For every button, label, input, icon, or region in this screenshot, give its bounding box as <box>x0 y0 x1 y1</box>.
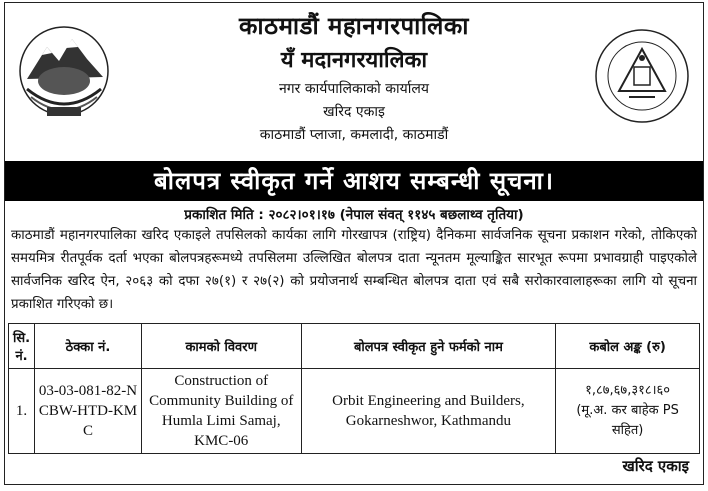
unit-name: खरिद एकाइ <box>323 104 385 120</box>
cell-description: Construction of Community Building of Humla Limi Samaj, KMC-06 <box>141 369 301 454</box>
publish-date: प्रकाशित मिति : २०८२।०१।१७ (नेपाल संवत् ११४५ बछलाथ्व तृतिया) <box>184 207 524 223</box>
kmc-seal-logo <box>593 27 691 125</box>
col-header-sn: सि. नं. <box>9 324 35 369</box>
amount-note: (मू.अ. कर बाहेक PS सहित) <box>576 403 679 438</box>
nepal-emblem-logo <box>17 19 112 124</box>
cell-contract-no: 03-03-081-82-NCBW-HTD-KMC <box>35 369 142 454</box>
award-table <box>8 323 700 454</box>
col-header-firm: बोलपत्र स्वीकृत हुने फर्मको नाम <box>301 324 556 369</box>
cell-firm: Orbit Engineering and Builders, Gokarneshwor, Kathmandu <box>301 369 556 454</box>
footer-signature: खरिद एकाइ <box>622 457 689 475</box>
notice-page <box>4 2 704 485</box>
table-header-row <box>9 324 700 369</box>
amount-value: १,८७,६७,३१८।६० <box>585 383 671 398</box>
table-row <box>9 369 700 454</box>
col-header-amount: कबोल अङ्क (रु) <box>556 324 700 369</box>
cell-sn: 1. <box>9 369 35 454</box>
col-header-description: कामको विवरण <box>141 324 301 369</box>
org-title: काठमाडौं महानगरपालिका <box>238 12 469 40</box>
office-address: काठमाडौं प्लाजा, कमलादी, काठमाडौं <box>259 127 449 143</box>
col-header-contract-no: ठेक्का नं. <box>35 324 142 369</box>
notice-banner: बोलपत्र स्वीकृत गर्ने आशय सम्बन्धी सूचना। <box>5 161 703 201</box>
header <box>5 9 703 169</box>
org-title-decorative: यॅं मदानगरयालिका <box>280 47 428 73</box>
office-name: नगर कार्यपालिकाको कार्यालय <box>279 81 429 97</box>
cell-amount <box>556 369 700 454</box>
notice-body: काठमाडौं महानगरपालिका खरिद एकाइले तपसिलको कार्यका लागि गोरखापत्र (राष्ट्रिय) दैनिकमा सार्वजनिक सूचना प्रकाशन गरेको, तोकिएको समयमित्र रीतपूर्वक दर्ता भएका बोलपत्रहरूमध्ये तपसिलमा उल्लिखित बोलपत्र दाता न्यूनतम मूल्याङ्कित सारभूत रूपमा प्रभावग्राही पाइएकोले सार्वजनिक खरिद ऐन, २०६३ को दफा २७(१) र २७(२) को प्रयोजनार्थ सम्बन्धित बोलपत्र दाता एवं सबै सरोकारवालाहरूका लागि यो सूचना प्रकाशित गरिएको छ। <box>11 228 697 312</box>
